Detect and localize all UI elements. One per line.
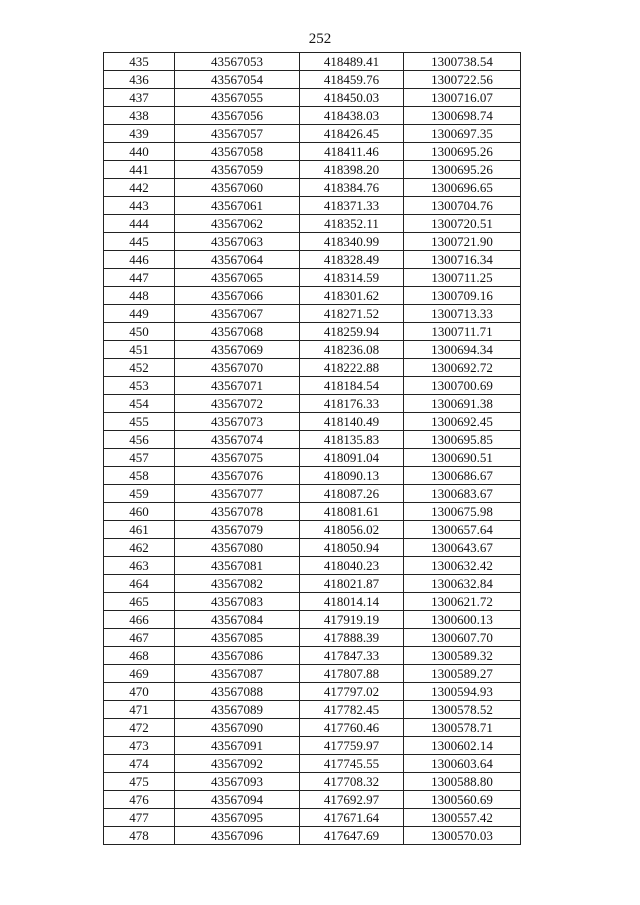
x-coordinate-cell: 418271.52 <box>300 305 404 323</box>
point-id-cell: 43567066 <box>175 287 300 305</box>
table-row <box>104 341 521 359</box>
x-coordinate-cell: 417708.32 <box>300 773 404 791</box>
point-id-cell: 43567084 <box>175 611 300 629</box>
x-coordinate-cell: 418090.13 <box>300 467 404 485</box>
x-coordinate-cell: 418411.46 <box>300 143 404 161</box>
row-number-cell: 437 <box>104 89 175 107</box>
table-row <box>104 377 521 395</box>
x-coordinate-cell: 417797.02 <box>300 683 404 701</box>
point-id-cell: 43567091 <box>175 737 300 755</box>
x-coordinate-cell: 418398.20 <box>300 161 404 179</box>
table-row <box>104 53 521 71</box>
table-row <box>104 89 521 107</box>
table-row <box>104 71 521 89</box>
table-row <box>104 737 521 755</box>
point-id-cell: 43567077 <box>175 485 300 503</box>
y-coordinate-cell: 1300691.38 <box>404 395 521 413</box>
table-row <box>104 467 521 485</box>
y-coordinate-cell: 1300570.03 <box>404 827 521 845</box>
x-coordinate-cell: 417888.39 <box>300 629 404 647</box>
x-coordinate-cell: 417807.88 <box>300 665 404 683</box>
row-number-cell: 460 <box>104 503 175 521</box>
row-number-cell: 459 <box>104 485 175 503</box>
table-row <box>104 287 521 305</box>
row-number-cell: 448 <box>104 287 175 305</box>
table-row <box>104 485 521 503</box>
table-row <box>104 197 521 215</box>
point-id-cell: 43567078 <box>175 503 300 521</box>
x-coordinate-cell: 417745.55 <box>300 755 404 773</box>
y-coordinate-cell: 1300589.27 <box>404 665 521 683</box>
y-coordinate-cell: 1300578.52 <box>404 701 521 719</box>
x-coordinate-cell: 417782.45 <box>300 701 404 719</box>
x-coordinate-cell: 418438.03 <box>300 107 404 125</box>
row-number-cell: 442 <box>104 179 175 197</box>
y-coordinate-cell: 1300594.93 <box>404 683 521 701</box>
row-number-cell: 458 <box>104 467 175 485</box>
table-row <box>104 449 521 467</box>
x-coordinate-cell: 418340.99 <box>300 233 404 251</box>
row-number-cell: 473 <box>104 737 175 755</box>
point-id-cell: 43567067 <box>175 305 300 323</box>
row-number-cell: 450 <box>104 323 175 341</box>
table-row <box>104 773 521 791</box>
y-coordinate-cell: 1300578.71 <box>404 719 521 737</box>
point-id-cell: 43567061 <box>175 197 300 215</box>
row-number-cell: 467 <box>104 629 175 647</box>
table-row <box>104 395 521 413</box>
x-coordinate-cell: 418314.59 <box>300 269 404 287</box>
row-number-cell: 444 <box>104 215 175 233</box>
y-coordinate-cell: 1300700.69 <box>404 377 521 395</box>
x-coordinate-cell: 418222.88 <box>300 359 404 377</box>
x-coordinate-cell: 418459.76 <box>300 71 404 89</box>
row-number-cell: 441 <box>104 161 175 179</box>
y-coordinate-cell: 1300695.26 <box>404 143 521 161</box>
x-coordinate-cell: 418371.33 <box>300 197 404 215</box>
table-row <box>104 683 521 701</box>
row-number-cell: 452 <box>104 359 175 377</box>
point-id-cell: 43567081 <box>175 557 300 575</box>
y-coordinate-cell: 1300711.25 <box>404 269 521 287</box>
y-coordinate-cell: 1300560.69 <box>404 791 521 809</box>
row-number-cell: 446 <box>104 251 175 269</box>
y-coordinate-cell: 1300683.67 <box>404 485 521 503</box>
table-row <box>104 503 521 521</box>
row-number-cell: 468 <box>104 647 175 665</box>
x-coordinate-cell: 417647.69 <box>300 827 404 845</box>
x-coordinate-cell: 418087.26 <box>300 485 404 503</box>
x-coordinate-cell: 418352.11 <box>300 215 404 233</box>
row-number-cell: 451 <box>104 341 175 359</box>
point-id-cell: 43567060 <box>175 179 300 197</box>
point-id-cell: 43567053 <box>175 53 300 71</box>
point-id-cell: 43567083 <box>175 593 300 611</box>
y-coordinate-cell: 1300695.85 <box>404 431 521 449</box>
row-number-cell: 439 <box>104 125 175 143</box>
y-coordinate-cell: 1300557.42 <box>404 809 521 827</box>
table-row <box>104 791 521 809</box>
row-number-cell: 440 <box>104 143 175 161</box>
row-number-cell: 449 <box>104 305 175 323</box>
row-number-cell: 478 <box>104 827 175 845</box>
point-id-cell: 43567075 <box>175 449 300 467</box>
row-number-cell: 462 <box>104 539 175 557</box>
table-row <box>104 161 521 179</box>
row-number-cell: 471 <box>104 701 175 719</box>
y-coordinate-cell: 1300589.32 <box>404 647 521 665</box>
x-coordinate-cell: 417847.33 <box>300 647 404 665</box>
y-coordinate-cell: 1300632.84 <box>404 575 521 593</box>
row-number-cell: 465 <box>104 593 175 611</box>
x-coordinate-cell: 417760.46 <box>300 719 404 737</box>
x-coordinate-cell: 417919.19 <box>300 611 404 629</box>
x-coordinate-cell: 417759.97 <box>300 737 404 755</box>
y-coordinate-cell: 1300738.54 <box>404 53 521 71</box>
point-id-cell: 43567071 <box>175 377 300 395</box>
table-row <box>104 629 521 647</box>
row-number-cell: 438 <box>104 107 175 125</box>
y-coordinate-cell: 1300588.80 <box>404 773 521 791</box>
row-number-cell: 469 <box>104 665 175 683</box>
point-id-cell: 43567055 <box>175 89 300 107</box>
y-coordinate-cell: 1300721.90 <box>404 233 521 251</box>
point-id-cell: 43567093 <box>175 773 300 791</box>
table-row <box>104 701 521 719</box>
y-coordinate-cell: 1300713.33 <box>404 305 521 323</box>
x-coordinate-cell: 418140.49 <box>300 413 404 431</box>
row-number-cell: 476 <box>104 791 175 809</box>
row-number-cell: 453 <box>104 377 175 395</box>
x-coordinate-cell: 418135.83 <box>300 431 404 449</box>
x-coordinate-cell: 418050.94 <box>300 539 404 557</box>
x-coordinate-cell: 418014.14 <box>300 593 404 611</box>
row-number-cell: 456 <box>104 431 175 449</box>
point-id-cell: 43567092 <box>175 755 300 773</box>
point-id-cell: 43567059 <box>175 161 300 179</box>
point-id-cell: 43567062 <box>175 215 300 233</box>
table-row <box>104 647 521 665</box>
y-coordinate-cell: 1300603.64 <box>404 755 521 773</box>
y-coordinate-cell: 1300722.56 <box>404 71 521 89</box>
row-number-cell: 457 <box>104 449 175 467</box>
point-id-cell: 43567095 <box>175 809 300 827</box>
x-coordinate-cell: 418021.87 <box>300 575 404 593</box>
point-id-cell: 43567086 <box>175 647 300 665</box>
y-coordinate-cell: 1300621.72 <box>404 593 521 611</box>
row-number-cell: 445 <box>104 233 175 251</box>
y-coordinate-cell: 1300704.76 <box>404 197 521 215</box>
table-row <box>104 107 521 125</box>
table-body <box>104 53 521 845</box>
y-coordinate-cell: 1300690.51 <box>404 449 521 467</box>
y-coordinate-cell: 1300695.26 <box>404 161 521 179</box>
y-coordinate-cell: 1300711.71 <box>404 323 521 341</box>
y-coordinate-cell: 1300697.35 <box>404 125 521 143</box>
table-row <box>104 809 521 827</box>
row-number-cell: 463 <box>104 557 175 575</box>
y-coordinate-cell: 1300632.42 <box>404 557 521 575</box>
point-id-cell: 43567094 <box>175 791 300 809</box>
y-coordinate-cell: 1300657.64 <box>404 521 521 539</box>
row-number-cell: 466 <box>104 611 175 629</box>
row-number-cell: 436 <box>104 71 175 89</box>
x-coordinate-cell: 418236.08 <box>300 341 404 359</box>
table-row <box>104 305 521 323</box>
x-coordinate-cell: 418056.02 <box>300 521 404 539</box>
row-number-cell: 472 <box>104 719 175 737</box>
y-coordinate-cell: 1300696.65 <box>404 179 521 197</box>
table-row <box>104 413 521 431</box>
x-coordinate-cell: 418259.94 <box>300 323 404 341</box>
point-id-cell: 43567058 <box>175 143 300 161</box>
row-number-cell: 461 <box>104 521 175 539</box>
row-number-cell: 455 <box>104 413 175 431</box>
row-number-cell: 443 <box>104 197 175 215</box>
table-row <box>104 521 521 539</box>
y-coordinate-cell: 1300720.51 <box>404 215 521 233</box>
table-row <box>104 827 521 845</box>
x-coordinate-cell: 418489.41 <box>300 53 404 71</box>
point-id-cell: 43567082 <box>175 575 300 593</box>
x-coordinate-cell: 418328.49 <box>300 251 404 269</box>
table-row <box>104 575 521 593</box>
row-number-cell: 474 <box>104 755 175 773</box>
point-id-cell: 43567079 <box>175 521 300 539</box>
point-id-cell: 43567076 <box>175 467 300 485</box>
row-number-cell: 447 <box>104 269 175 287</box>
point-id-cell: 43567068 <box>175 323 300 341</box>
table-row <box>104 125 521 143</box>
row-number-cell: 477 <box>104 809 175 827</box>
row-number-cell: 454 <box>104 395 175 413</box>
x-coordinate-cell: 418184.54 <box>300 377 404 395</box>
point-id-cell: 43567054 <box>175 71 300 89</box>
point-id-cell: 43567073 <box>175 413 300 431</box>
row-number-cell: 470 <box>104 683 175 701</box>
table-row <box>104 539 521 557</box>
page-number: 252 <box>308 31 332 47</box>
row-number-cell: 464 <box>104 575 175 593</box>
table-row <box>104 611 521 629</box>
y-coordinate-cell: 1300602.14 <box>404 737 521 755</box>
table-row <box>104 179 521 197</box>
y-coordinate-cell: 1300692.45 <box>404 413 521 431</box>
y-coordinate-cell: 1300600.13 <box>404 611 521 629</box>
row-number-cell: 435 <box>104 53 175 71</box>
point-id-cell: 43567088 <box>175 683 300 701</box>
y-coordinate-cell: 1300716.34 <box>404 251 521 269</box>
y-coordinate-cell: 1300675.98 <box>404 503 521 521</box>
x-coordinate-cell: 418091.04 <box>300 449 404 467</box>
table-row <box>104 359 521 377</box>
y-coordinate-cell: 1300686.67 <box>404 467 521 485</box>
point-id-cell: 43567064 <box>175 251 300 269</box>
x-coordinate-cell: 417692.97 <box>300 791 404 809</box>
table-row <box>104 755 521 773</box>
point-id-cell: 43567087 <box>175 665 300 683</box>
point-id-cell: 43567065 <box>175 269 300 287</box>
x-coordinate-cell: 418450.03 <box>300 89 404 107</box>
table-row <box>104 215 521 233</box>
point-id-cell: 43567080 <box>175 539 300 557</box>
point-id-cell: 43567057 <box>175 125 300 143</box>
point-id-cell: 43567056 <box>175 107 300 125</box>
table-row <box>104 323 521 341</box>
point-id-cell: 43567069 <box>175 341 300 359</box>
table-row <box>104 719 521 737</box>
y-coordinate-cell: 1300694.34 <box>404 341 521 359</box>
x-coordinate-cell: 417671.64 <box>300 809 404 827</box>
table-row <box>104 557 521 575</box>
row-number-cell: 475 <box>104 773 175 791</box>
y-coordinate-cell: 1300709.16 <box>404 287 521 305</box>
table-row <box>104 269 521 287</box>
x-coordinate-cell: 418081.61 <box>300 503 404 521</box>
table-row <box>104 233 521 251</box>
x-coordinate-cell: 418426.45 <box>300 125 404 143</box>
y-coordinate-cell: 1300716.07 <box>404 89 521 107</box>
point-id-cell: 43567085 <box>175 629 300 647</box>
point-id-cell: 43567074 <box>175 431 300 449</box>
point-id-cell: 43567089 <box>175 701 300 719</box>
y-coordinate-cell: 1300698.74 <box>404 107 521 125</box>
x-coordinate-cell: 418040.23 <box>300 557 404 575</box>
y-coordinate-cell: 1300692.72 <box>404 359 521 377</box>
point-id-cell: 43567070 <box>175 359 300 377</box>
coordinates-table <box>103 52 521 845</box>
point-id-cell: 43567063 <box>175 233 300 251</box>
table-row <box>104 251 521 269</box>
table-row <box>104 665 521 683</box>
point-id-cell: 43567072 <box>175 395 300 413</box>
x-coordinate-cell: 418301.62 <box>300 287 404 305</box>
x-coordinate-cell: 418384.76 <box>300 179 404 197</box>
point-id-cell: 43567096 <box>175 827 300 845</box>
y-coordinate-cell: 1300607.70 <box>404 629 521 647</box>
y-coordinate-cell: 1300643.67 <box>404 539 521 557</box>
point-id-cell: 43567090 <box>175 719 300 737</box>
table-row <box>104 431 521 449</box>
x-coordinate-cell: 418176.33 <box>300 395 404 413</box>
table-row <box>104 593 521 611</box>
table-row <box>104 143 521 161</box>
